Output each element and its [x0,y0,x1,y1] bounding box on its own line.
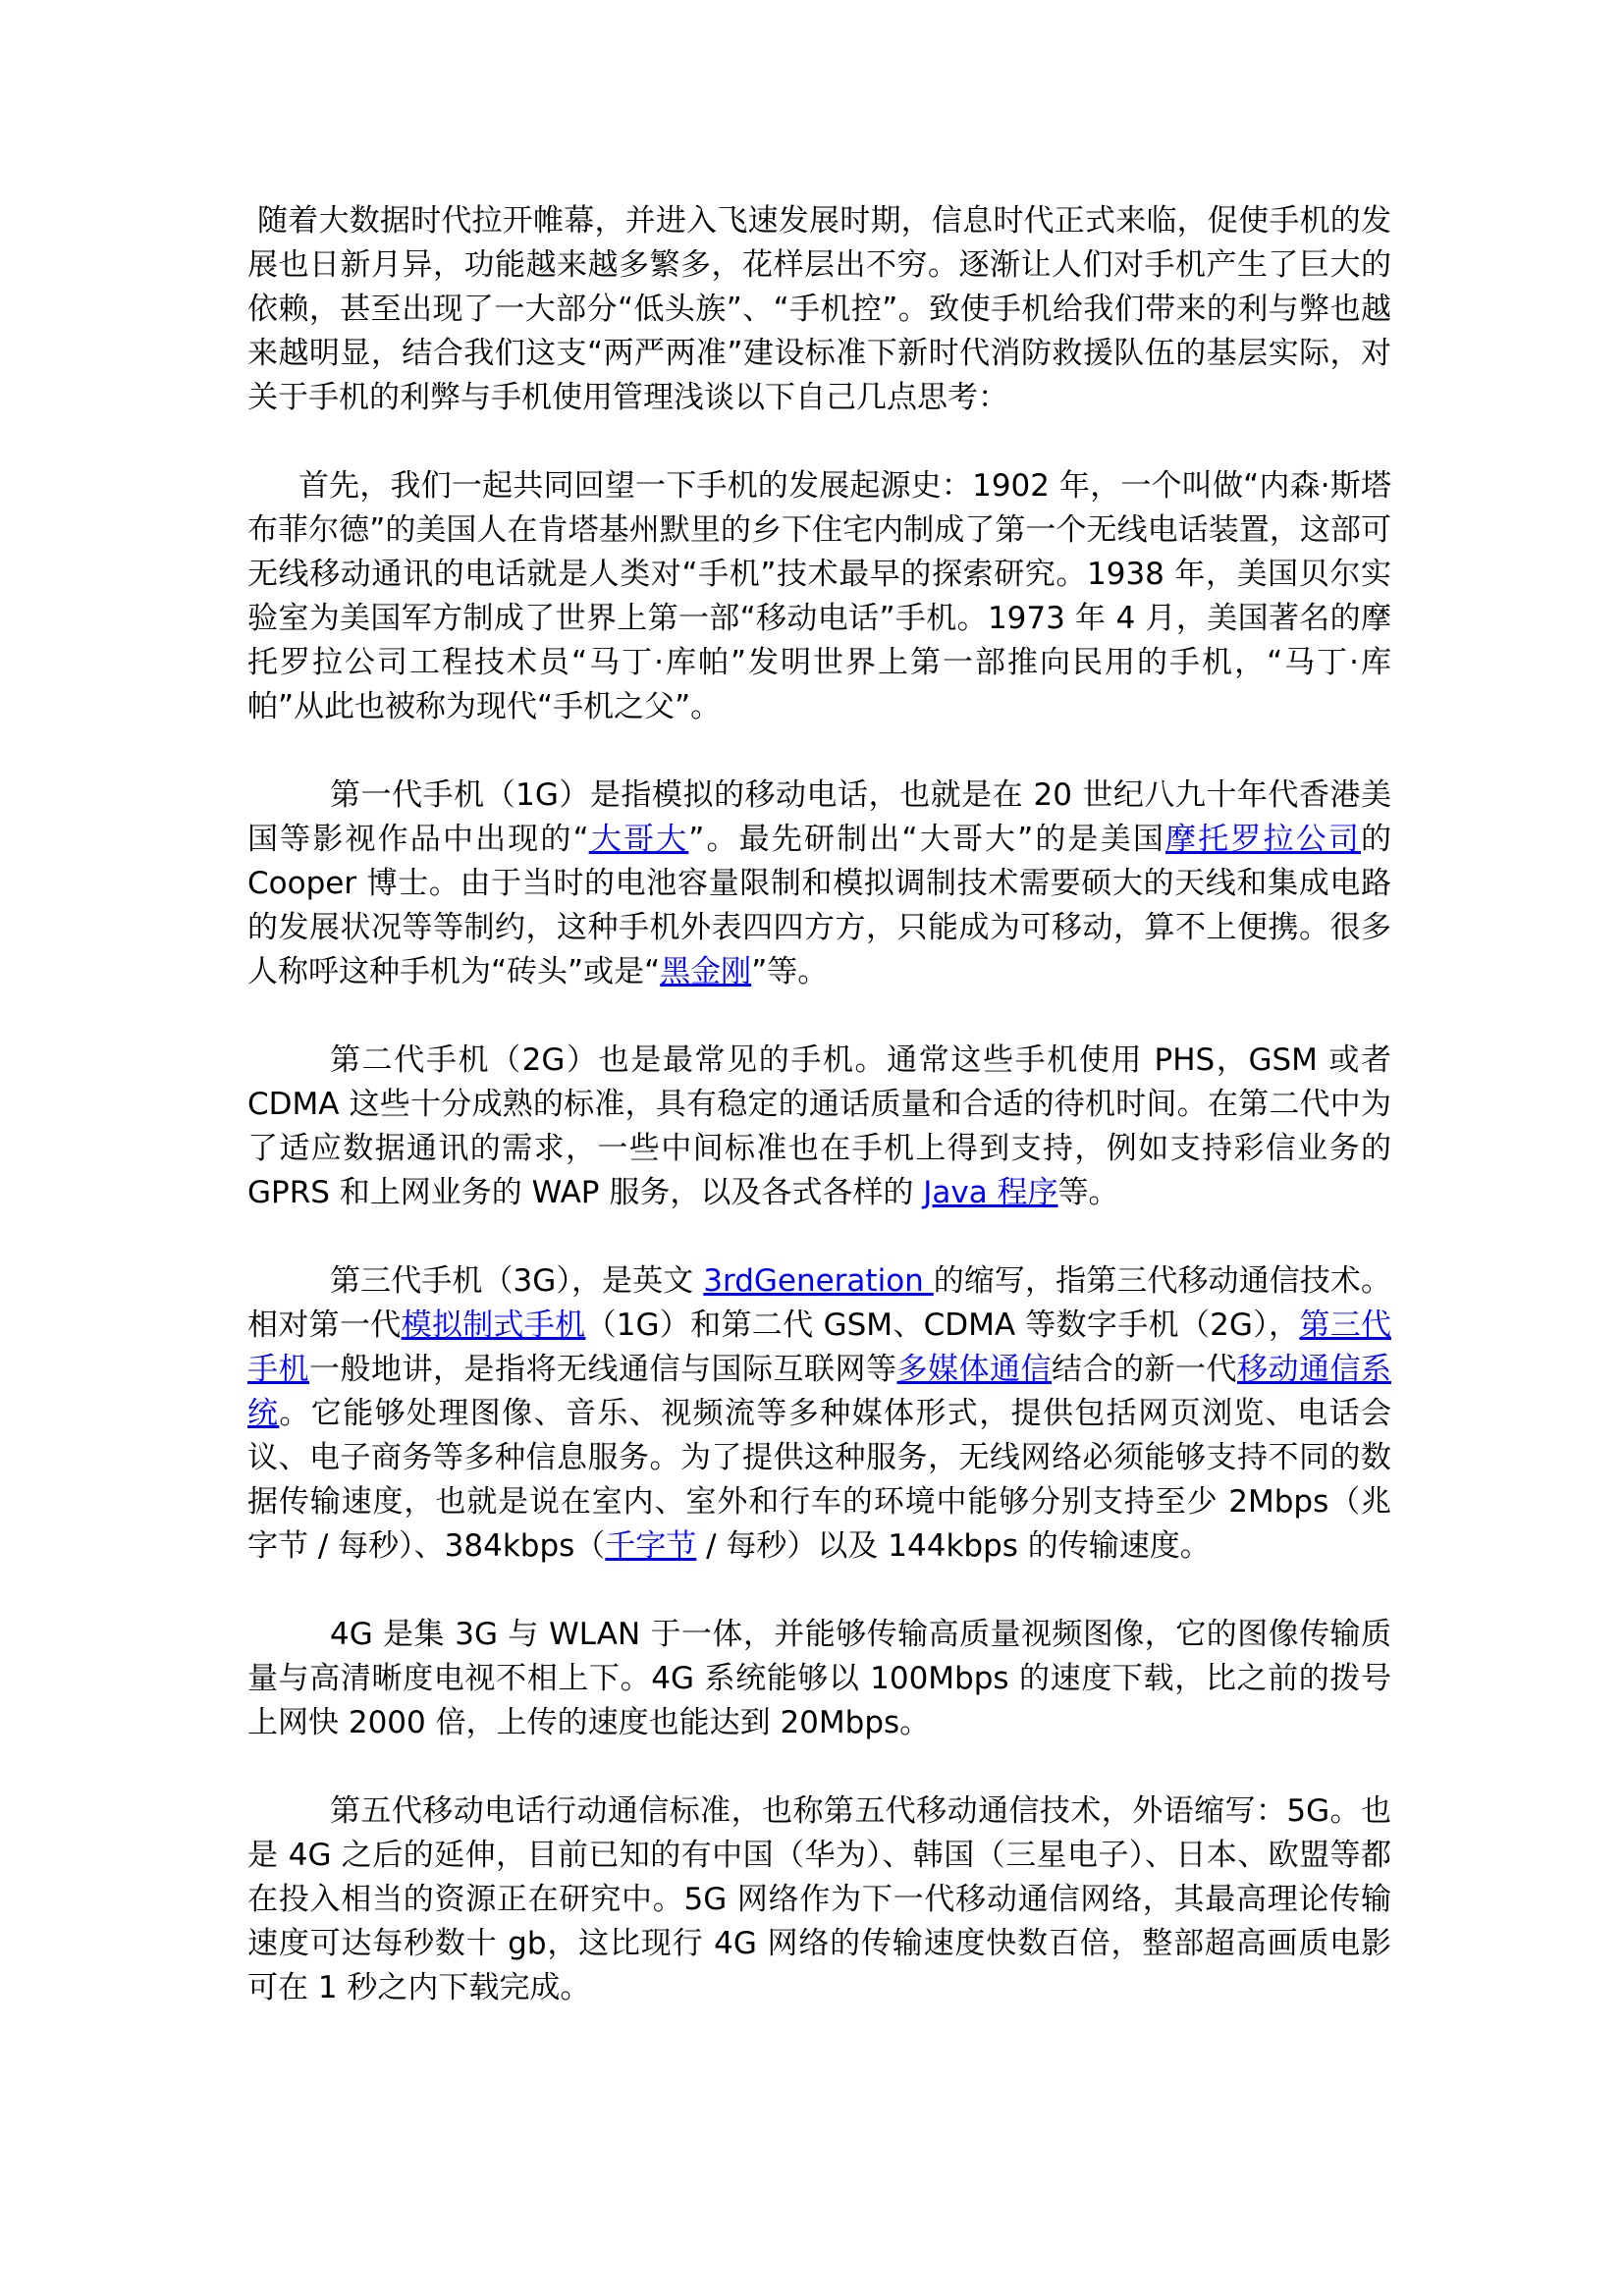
link-kilobyte[interactable]: 千字节 [605,1528,697,1564]
paragraph-text: 的 Cooper 博士。由于当时的电池容量限制和模拟调制技术需要硕大的天线和集成电路的发展状况等等制约，这种手机外表四四方方，只能成为可移动，算不上便携。很多人称呼这种手机为“砖头”或是“ [247,822,1391,989]
paragraph-3g [247,1259,1391,1569]
paragraph-text: / 每秒）以及 144kbps 的传输速度。 [696,1528,1211,1564]
paragraph-text: 随着大数据时代拉开帷幕，并进入飞速发展时期，信息时代正式来临，促使手机的发展也日新月异，功能越来越多繁多，花样层出不穷。逐渐让人们对手机产生了巨大的依赖，甚至出现了一大部分“低头族”、“手机控”。致使手机给我们带来的利与弊也越来越明显，结合我们这支“两严两准”建设标准下新时代消防救援队伍的基层实际，对关于手机的利弊与手机使用管理浅谈以下自己几点思考： [247,203,1391,415]
paragraph-text: 首先，我们一起共同回望一下手机的发展起源史：1902 年，一个叫做“内森·斯塔布菲尔德”的美国人在肯塔基州默里的乡下住宅内制成了第一个无线电话装置，这部可无线移动通讯的电话就是人类对“手机”技术最早的探索研究。1938 年，美国贝尔实验室为美国军方制成了世界上第一部“移动电话”手机。1973 年 4 月，美国著名的摩托罗拉公司工程技术员“马丁·库帕”发明世界上第一部推向民用的手机，“马丁·库帕”从此也被称为现代“手机之父”。 [247,468,1391,724]
link-3rdgeneration[interactable]: 3rdGeneration [703,1263,934,1299]
paragraph-text: 的缩写，指第三代移动通信技术。相对第一代 [247,1263,1391,1343]
paragraph-text: 4G 是集 3G 与 WLAN 于一体，并能够传输高质量视频图像，它的图像传输质量与高清晰度电视不相上下。4G 系统能够以 100Mbps 的速度下载，比之前的拨号上网快 2000 倍，上传的速度也能达到 20Mbps。 [247,1617,1391,1740]
link-java-program[interactable]: Java 程序 [923,1175,1058,1210]
paragraph-text: （1G）和第二代 GSM、CDMA 等数字手机（2G）， [585,1308,1300,1343]
link-mobile-comm-system[interactable]: 移动通信系统 [247,1352,1391,1431]
link-dageda[interactable]: 大哥大 [588,822,689,857]
paragraph-text: 第二代手机（2G）也是最常见的手机。通常这些手机使用 PHS，GSM 或者 CDMA 这些十分成熟的标准，具有稳定的通话质量和合适的待机时间。在第二代中为了适应数据通讯的需求，一些中间标准也在手机上得到支持，例如支持彩信业务的 GPRS 和上网业务的 WAP 服务，以及各式各样的 [247,1042,1391,1210]
paragraph-intro [247,199,1391,420]
paragraph-1g [247,774,1391,994]
paragraph-2g [247,1039,1391,1215]
paragraph-text: ”。最先研制出“大哥大”的是美国 [688,822,1166,857]
paragraph-text: 等。 [1057,1175,1119,1210]
link-motorola[interactable]: 摩托罗拉公司 [1165,822,1361,857]
paragraph-text: 。它能够处理图像、音乐、视频流等多种媒体形式，提供包括网页浏览、电话会议、电子商务等多种信息服务。为了提供这种服务，无线网络必须能够支持不同的数据传输速度，也就是说在室内、室外和行车的环境中能够分别支持至少 2Mbps（兆字节 / 每秒）、384kbps（ [247,1396,1392,1564]
paragraph-text: 第五代移动电话行动通信标准，也称第五代移动通信技术，外语缩写：5G。也是 4G 之后的延伸，目前已知的有中国（华为）、韩国（三星电子）、日本、欧盟等都在投入相当的资源正在研究中。5G 网络作为下一代移动通信网络，其最高理论传输速度可达每秒数十 gb，这比现行 4G 网络的传输速度快数百倍，整部超高画质电影可在 1 秒之内下载完成。 [247,1793,1391,2005]
paragraph-4g [247,1613,1391,1745]
paragraph-text: 一般地讲，是指将无线通信与国际互联网等 [309,1352,897,1387]
paragraph-5g [247,1789,1391,2010]
link-third-gen-phone[interactable]: 第三代手机 [247,1308,1392,1387]
paragraph-text: ”等。 [751,954,829,989]
paragraph-text: 第一代手机（1G）是指模拟的移动电话，也就是在 20 世纪八九十年代香港美国等影视作品中出现的“ [247,777,1391,857]
link-analog-phone[interactable]: 模拟制式手机 [401,1308,586,1343]
paragraph-text: 结合的新一代 [1052,1352,1237,1387]
paragraph-text: 第三代手机（3G），是英文 [330,1263,704,1299]
link-heijingang[interactable]: 黑金刚 [660,954,752,989]
link-multimedia-comm[interactable]: 多媒体通信 [896,1352,1052,1387]
document-body [247,199,1391,2055]
paragraph-history [247,464,1391,729]
